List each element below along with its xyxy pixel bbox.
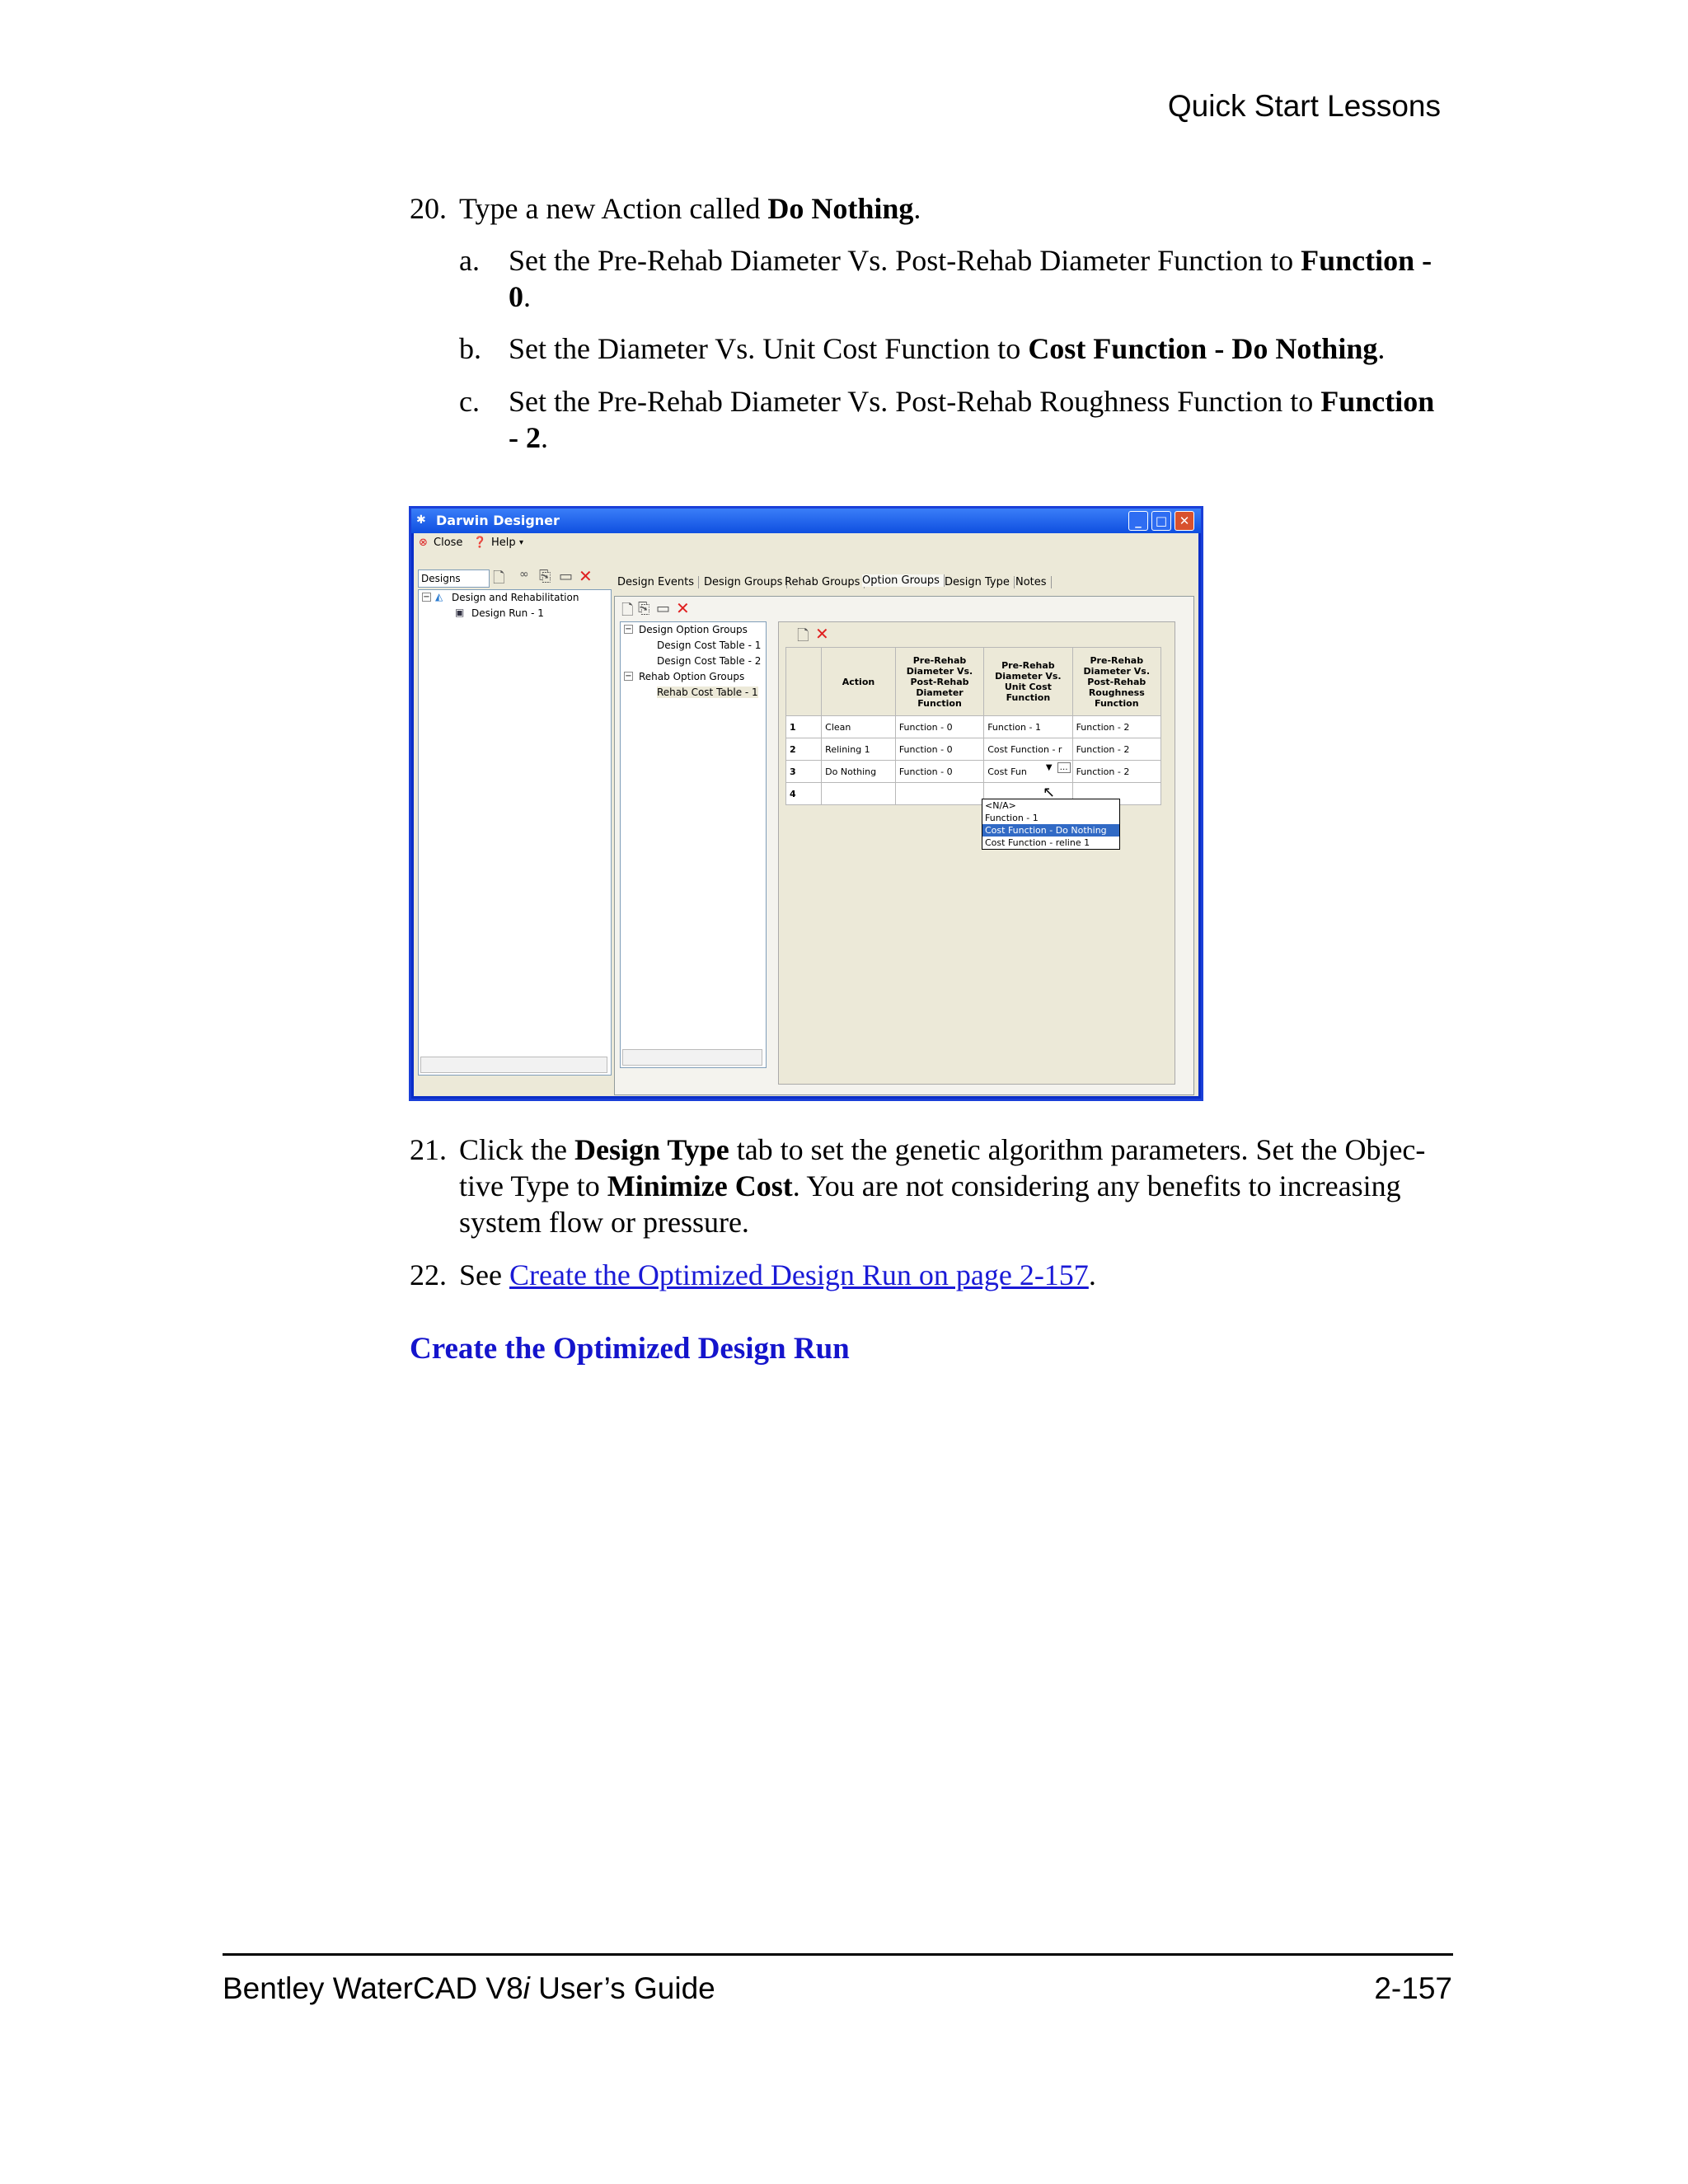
collapse-icon[interactable]: − [423, 593, 430, 602]
footer-title-b: User’s Guide [529, 1971, 715, 2005]
table-row[interactable] [786, 738, 1161, 761]
step-text: system flow or pressure. [459, 1206, 749, 1239]
tab-notes[interactable]: Notes [1015, 576, 1052, 588]
horizontal-scrollbar[interactable] [420, 1057, 607, 1073]
combo-value: Cost Fun [987, 766, 1027, 777]
dropdown-option[interactable]: <N/A> [985, 800, 1016, 811]
row-number: 2 [786, 738, 822, 761]
tab-rehab-groups[interactable]: Rehab Groups [785, 576, 865, 588]
running-header: Quick Start Lessons [1167, 89, 1441, 123]
column-header[interactable]: Action [822, 648, 896, 716]
new-icon[interactable]: 🗋 [797, 627, 809, 644]
chevron-down-icon: ▾ [519, 538, 524, 547]
horizontal-scrollbar[interactable] [622, 1049, 762, 1066]
step-letter: b. [459, 332, 481, 365]
column-header[interactable]: Pre-Rehab Diameter Vs. Unit Cost Function [984, 648, 1072, 716]
step-punct: . [1088, 1258, 1096, 1291]
tree-item[interactable]: Design Cost Table - 2 [657, 655, 762, 667]
delete-icon[interactable]: ✕ [815, 624, 829, 644]
maximize-icon[interactable]: □ [1151, 511, 1171, 531]
delete-icon[interactable]: ✕ [579, 566, 593, 586]
table-header-row [786, 648, 1161, 716]
cell[interactable] [822, 783, 896, 805]
step-21 [410, 1132, 1456, 1239]
cell[interactable]: Function - 2 [1072, 716, 1160, 738]
step-20a [459, 242, 1456, 313]
cell[interactable]: Cost Function - r [984, 738, 1072, 761]
step-text: Set the Diameter Vs. Unit Cost Function to [509, 332, 1029, 365]
step-number: 21. [410, 1133, 447, 1166]
step-number: 20. [410, 192, 447, 225]
cell[interactable]: Relining 1 [822, 738, 896, 761]
page-number: 2-157 [1374, 1971, 1452, 2005]
step-20c [459, 383, 1435, 454]
column-header[interactable]: Pre-Rehab Diameter Vs. Post-Rehab Diameter Function [895, 648, 983, 716]
step-text: Click the [459, 1133, 574, 1166]
step-punct: . [523, 280, 531, 313]
collapse-icon[interactable]: − [625, 625, 632, 634]
rehab-icon: ◭ [435, 591, 443, 602]
section-heading: Create the Optimized Design Run [410, 1332, 850, 1366]
tree-item[interactable]: Design and Rehabilitation [452, 592, 579, 603]
step-bold: Function - [1301, 244, 1432, 277]
cell[interactable]: Function - 2 [1072, 761, 1160, 783]
copy-icon[interactable]: ⎘ [638, 600, 650, 617]
rehab-cost-table [785, 647, 1161, 805]
cell[interactable]: Function - 1 [984, 716, 1072, 738]
rename-icon[interactable]: ▭ [656, 600, 671, 617]
step-bold: Function [1320, 385, 1435, 418]
step-letter: c. [459, 385, 480, 418]
tab-design-events[interactable]: Design Events [617, 576, 699, 588]
cell[interactable]: Do Nothing [822, 761, 896, 783]
cost-table-panel [778, 621, 1175, 1085]
step-punct: . [1377, 332, 1386, 365]
table-row[interactable] [786, 716, 1161, 738]
footer-title [223, 1971, 715, 2006]
dropdown-option[interactable]: Cost Function - reline 1 [985, 837, 1090, 848]
step-letter: a. [459, 244, 480, 277]
cost-function-combo[interactable] [984, 761, 1072, 783]
cell[interactable]: Function - 2 [1072, 738, 1160, 761]
step-bold: Minimize Cost [607, 1169, 793, 1202]
help-menu[interactable]: Help [491, 537, 516, 549]
close-menu-icon: ⊗ [419, 537, 428, 549]
link-icon[interactable]: ∞ [519, 568, 529, 581]
tree-item[interactable]: Design Option Groups [639, 624, 748, 635]
design-run-icon: ▣ [455, 607, 465, 618]
menu-bar [414, 533, 1198, 553]
help-icon: ❓ [473, 537, 487, 549]
mouse-cursor-icon: ↖ [1043, 784, 1056, 801]
rename-icon[interactable]: ▭ [559, 568, 574, 585]
minimize-icon[interactable]: _ [1128, 511, 1148, 531]
tab-body [614, 596, 1194, 1095]
cell[interactable]: Clean [822, 716, 896, 738]
step-text: Set the Pre-Rehab Diameter Vs. Post-Rehab Roughness Function to [509, 385, 1321, 418]
cell[interactable]: Function - 0 [895, 761, 983, 783]
step-bold: 0 [509, 280, 523, 313]
step-text: . You are not considering any benefits to increasing [792, 1169, 1401, 1202]
column-header[interactable]: Pre-Rehab Diameter Vs. Post-Rehab Roughness Function [1072, 648, 1160, 716]
footer-rule [223, 1953, 1453, 1956]
dropdown-option[interactable]: Function - 1 [985, 813, 1039, 823]
step-text: See [459, 1258, 509, 1291]
row-number: 1 [786, 716, 822, 738]
step-20b [459, 330, 1386, 367]
new-icon[interactable]: 🗋 [493, 569, 505, 587]
row-number: 4 [786, 783, 822, 805]
tree-item[interactable]: Rehab Option Groups [639, 671, 745, 682]
cross-reference-link[interactable]: Create the Optimized Design Run on page 2-157 [509, 1258, 1089, 1291]
step-text: Type a new Action called [459, 192, 768, 225]
app-icon: ✱ [416, 513, 426, 527]
tree-item[interactable]: Design Run - 1 [471, 607, 544, 619]
step-bold: - 2 [509, 421, 541, 454]
new-icon[interactable]: 🗋 [621, 602, 634, 619]
cell[interactable]: Function - 0 [895, 738, 983, 761]
window-client [414, 533, 1198, 1096]
tab-design-groups[interactable]: Design Groups [704, 576, 787, 588]
designs-label: Designs [418, 569, 490, 588]
delete-icon[interactable]: ✕ [676, 598, 690, 618]
collapse-icon[interactable]: − [625, 672, 632, 681]
chevron-down-icon[interactable]: ▼ [1045, 763, 1053, 772]
step-20 [410, 190, 921, 227]
darwin-designer-window [409, 506, 1203, 1101]
step-number: 22. [410, 1258, 447, 1291]
tab-option-groups[interactable]: Option Groups [862, 574, 945, 587]
close-icon[interactable]: ✕ [1175, 511, 1194, 531]
step-text: Set the Pre-Rehab Diameter Vs. Post-Rehab Diameter Function to [509, 244, 1301, 277]
dropdown-option-selected[interactable]: Cost Function - Do Nothing [982, 824, 1119, 837]
ellipsis-button[interactable]: … [1057, 762, 1071, 773]
step-text: tab to set the genetic algorithm parameters. Set the Objec- [729, 1133, 1426, 1166]
footer-title-i: i [523, 1971, 530, 2005]
tab-design-type[interactable]: Design Type [945, 576, 1015, 588]
tree-item-selected[interactable]: Rehab Cost Table - 1 [657, 687, 758, 698]
copy-icon[interactable]: ⎘ [539, 568, 551, 585]
title-bar [411, 509, 1201, 533]
step-punct: . [541, 421, 548, 454]
tree-item[interactable]: Design Cost Table - 1 [657, 640, 762, 651]
cell[interactable] [895, 783, 983, 805]
row-number: 3 [786, 761, 822, 783]
step-bold: Cost Function - Do Nothing [1028, 332, 1378, 365]
step-punct: . [913, 192, 921, 225]
step-text: tive Type to [459, 1169, 607, 1202]
window-title: Darwin Designer [436, 513, 560, 528]
table-row[interactable] [786, 761, 1161, 783]
cost-function-dropdown-list [982, 799, 1120, 850]
footer-title-a: Bentley WaterCAD V8 [223, 1971, 523, 2005]
cell[interactable]: Function - 0 [895, 716, 983, 738]
designs-tree [418, 589, 612, 1076]
step-bold: Do Nothing [767, 192, 914, 225]
close-menu[interactable]: Close [434, 537, 463, 549]
step-bold: Design Type [574, 1133, 729, 1166]
option-groups-tree [620, 621, 767, 1068]
step-22 [410, 1257, 1096, 1293]
